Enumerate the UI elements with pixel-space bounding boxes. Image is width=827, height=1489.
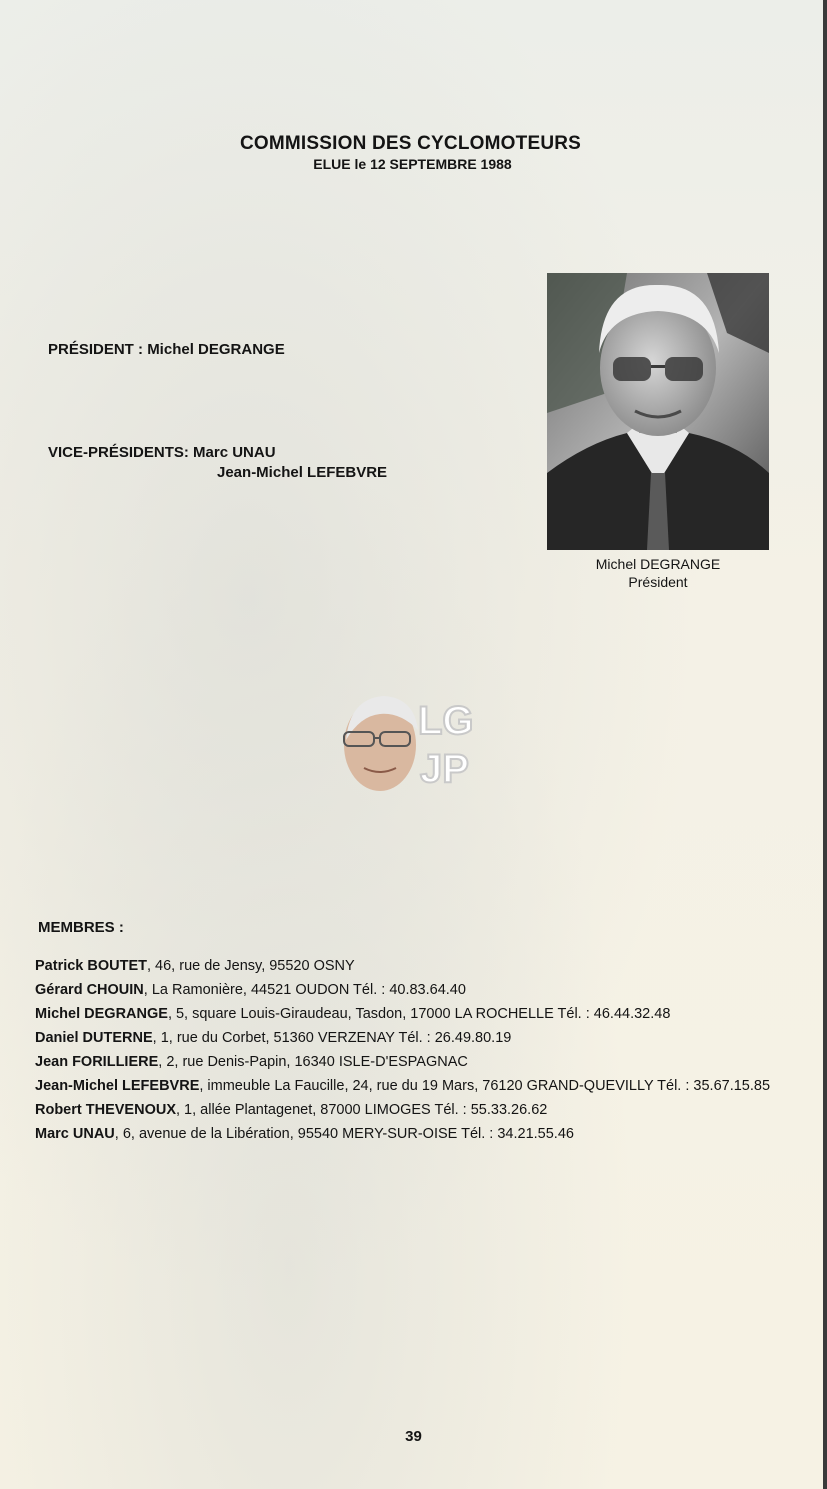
member-entry [35,1054,775,1070]
watermark-text-2: JP [420,747,469,791]
member-entry [35,1006,775,1022]
watermark-text-1: LG [418,699,474,743]
portrait-image [547,273,769,550]
member-name: Daniel DUTERNE [35,1030,153,1046]
member-name: Robert THEVENOUX [35,1102,176,1118]
member-name: Patrick BOUTET [35,958,147,974]
page-edge [823,0,827,1489]
member-entry [35,1030,775,1046]
member-details: , 2, rue Denis-Papin, 16340 ISLE-D'ESPAGNAC [158,1054,468,1070]
president-label: PRÉSIDENT : [48,341,144,358]
member-details: , 6, avenue de la Libération, 95540 MERY-SUR-OISE Tél. : 34.21.55.46 [114,1126,574,1142]
caption-name: Michel DEGRANGE [595,556,721,572]
member-entry [35,982,775,998]
member-name: Jean-Michel LEFEBVRE [35,1078,200,1094]
member-details: , La Ramonière, 44521 OUDON Tél. : 40.83.64.40 [143,982,466,998]
member-entry [35,1126,775,1142]
member-name: Michel DEGRANGE [35,1006,168,1022]
member-details: , 1, rue du Corbet, 51360 VERZENAY Tél. : 26.49.80.19 [152,1030,512,1046]
watermark-logo [340,690,488,800]
members-heading: MEMBRES : [38,919,124,936]
page-number: 39 [405,1428,422,1445]
watermark-face-icon [340,690,488,800]
president-photo [547,273,769,550]
president-line [48,341,285,358]
member-details: , 1, allée Plantagenet, 87000 LIMOGES Tél. : 55.33.26.62 [176,1102,548,1118]
photo-caption [547,555,769,591]
vice-presidents-row-1 [48,443,387,463]
members-list [35,958,775,1150]
vice-presidents-block [48,443,387,483]
member-entry [35,1102,775,1118]
vice-presidents-row-2 [48,463,387,483]
page-title: COMMISSION DES CYCLOMOTEURS [239,133,582,154]
member-details: , 5, square Louis-Giraudeau, Tasdon, 17000 LA ROCHELLE Tél. : 46.44.32.48 [167,1006,671,1022]
member-details: , immeuble La Faucille, 24, rue du 19 Mars, 76120 GRAND-QUEVILLY Tél. : 35.67.15.85 [199,1078,771,1094]
caption-role: Président [628,574,688,590]
member-name: Marc UNAU [35,1126,115,1142]
member-name: Jean FORILLIERE [35,1054,159,1070]
president-name: Michel DEGRANGE [147,341,285,358]
member-name: Gérard CHOUIN [35,982,144,998]
member-entry [35,1078,775,1094]
title-block [0,133,827,172]
page-subtitle: ELUE le 12 SEPTEMBRE 1988 [313,156,512,172]
member-details: , 46, rue de Jensy, 95520 OSNY [147,958,355,974]
member-entry [35,958,775,974]
vice-presidents-label: VICE-PRÉSIDENTS: [48,444,189,461]
vice-president-name: Jean-Michel LEFEBVRE [217,464,388,481]
vice-president-name: Marc UNAU [193,444,276,461]
